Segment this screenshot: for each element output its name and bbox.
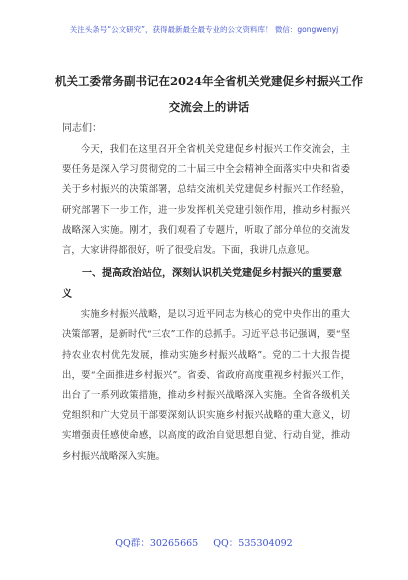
document-body [62,140,350,467]
section-paragraph: 实施乡村振兴战略，是以习近平同志为核心的党中央作出的重大决策部署，是新时代“三农”工作的总抓手。习近平总书记强调，要“坚持农业农村优先发展，推动实施乡村振兴战略”。党的二十大报告提出，要“全面推进乡村振兴”。省委、省政府高度重视乡村振兴工作，出台了一系列政策措施，推动乡村振兴战略深入实施。全省各级机关党组织和广大党员干部要深刻认识实施乡村振兴战略的重大意义，切实增强责任感使命感，以高度的政治自觉思想自觉、行动自觉，推动乡村振兴战略深入实施。 [62,309,350,462]
qq-group-number: QQ群：30265665 [115,538,199,549]
qq-number: QQ：535304092 [213,538,293,549]
promo-header: 关注头条号“公文研究”，获得最新最全最专业的公文资料库！ 微信：gongwenyj [69,25,339,34]
intro-paragraph: 今天，我们在这里召开全省机关党建促乡村振兴工作交流会，主要任务是深入学习贯彻党的二十届三中全会精神全面落实中央和省委关于乡村振兴的决策部署，总结交流机关党建促乡村振兴工作经验，研究部署下一步工作，进一步发挥机关党建引领作用，推动乡村振兴战略深入实施。刚才，我们观看了专题片，听取了部分单位的交流发言，大家讲得都很好，听了很受启发。下面，我讲几点意见。 [62,144,350,257]
contact-footer [0,535,408,549]
salutation: 同志们： [62,123,102,134]
document-title: 机关工委常务副书记在2024年全省机关党建促乡村振兴工作交流会上的讲话 [54,74,363,114]
section-heading: 一、提高政治站位，深刻认识机关党建促乡村振兴的重要意义 [62,268,342,300]
